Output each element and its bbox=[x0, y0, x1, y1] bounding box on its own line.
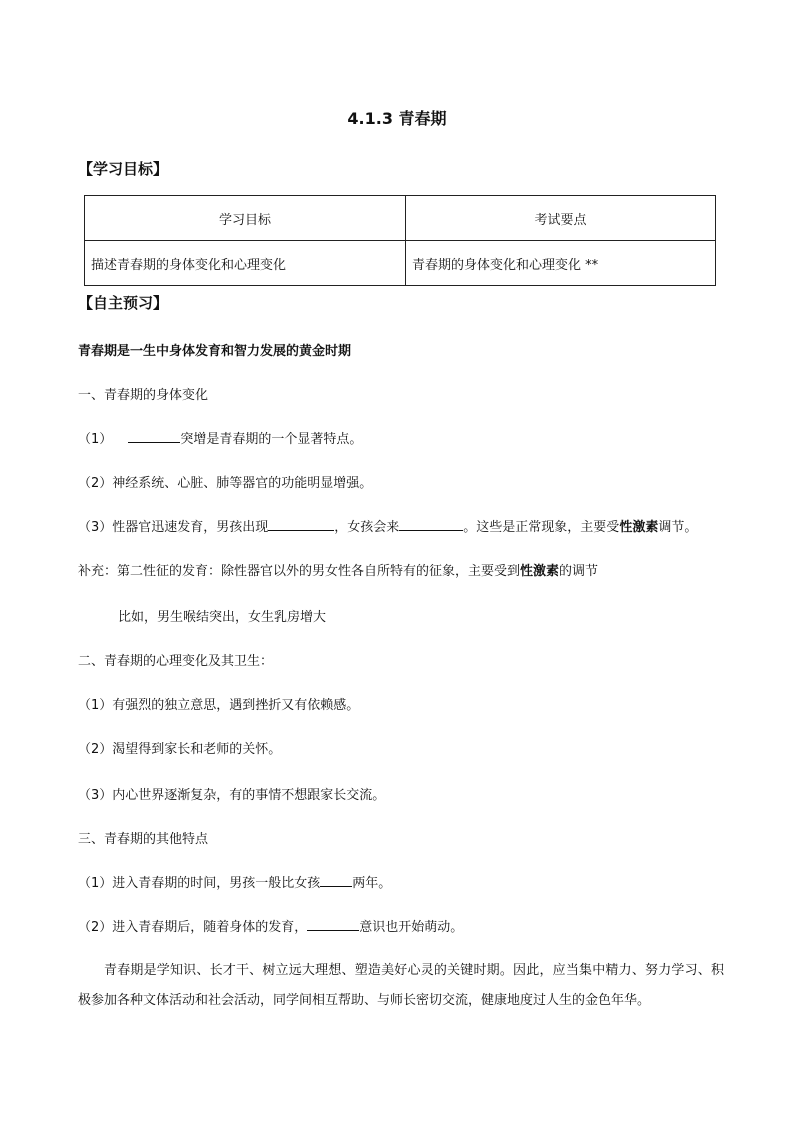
part1-title: 一、青春期的身体变化 bbox=[78, 388, 209, 403]
table-row bbox=[85, 241, 716, 286]
item-text: 意识也开始萌动。 bbox=[359, 920, 464, 935]
supplement-note bbox=[78, 560, 598, 579]
item-text: 两年。 bbox=[352, 876, 392, 891]
keyword-hormone: 性激素 bbox=[619, 520, 659, 535]
other-item-1 bbox=[78, 872, 391, 891]
fill-blank bbox=[268, 518, 334, 531]
part3-title: 三、青春期的其他特点 bbox=[78, 832, 209, 847]
item-text: 调节。 bbox=[658, 520, 698, 535]
fill-blank bbox=[320, 874, 352, 887]
physical-item-2: （2）神经系统、心脏、肺等器官的功能明显增强。 bbox=[78, 476, 373, 491]
physical-item-1 bbox=[78, 428, 362, 447]
mental-item-1: （1）有强烈的独立意思，遇到挫折又有依赖感。 bbox=[78, 698, 360, 713]
item-text: （3）性器官迅速发育，男孩出现 bbox=[78, 520, 269, 535]
section-heading-goals: 【学习目标】 bbox=[78, 160, 169, 178]
table-header-cell: 学习目标 bbox=[85, 196, 406, 241]
goals-table bbox=[84, 195, 716, 286]
page-title: 4.1.3 青春期 bbox=[347, 109, 447, 128]
table-cell: 描述青春期的身体变化和心理变化 bbox=[85, 241, 406, 286]
fill-blank bbox=[399, 518, 463, 531]
item-prefix: （1） bbox=[78, 432, 113, 447]
fill-blank bbox=[307, 918, 359, 931]
item-text: （1）进入青春期的时间，男孩一般比女孩 bbox=[78, 876, 321, 891]
item-text: 补充：第二性征的发育：除性器官以外的男女性各自所特有的征象，主要受到 bbox=[78, 564, 521, 579]
item-text: 的调节 bbox=[559, 564, 599, 579]
item-text: 。这些是正常现象，主要受 bbox=[463, 520, 620, 535]
table-header-row bbox=[85, 196, 716, 241]
keyword-hormone: 性激素 bbox=[520, 564, 560, 579]
other-item-2 bbox=[78, 916, 463, 935]
section-heading-preview: 【自主预习】 bbox=[78, 294, 169, 312]
table-cell: 青春期的身体变化和心理变化 ** bbox=[406, 241, 716, 286]
part2-title: 二、青春期的心理变化及其卫生： bbox=[78, 654, 274, 669]
item-text: （2）进入青春期后，随着身体的发育， bbox=[78, 920, 308, 935]
item-text: 突增是青春期的一个显著特点。 bbox=[180, 432, 363, 447]
mental-item-2: （2）渴望得到家长和老师的关怀。 bbox=[78, 742, 282, 757]
closing-paragraph: 青春期是学知识、长才干、树立远大理想、塑造美好心灵的关键时期。因此，应当集中精力、努力学习、积极参加各种文体活动和社会活动，同学间相互帮助、与师长密切交流，健康地度过人生的金色年华。 bbox=[78, 963, 724, 1008]
mental-item-3: （3）内心世界逐渐复杂，有的事情不想跟家长交流。 bbox=[78, 788, 386, 803]
table-header-cell: 考试要点 bbox=[406, 196, 716, 241]
lead-statement: 青春期是一生中身体发育和智力发展的黄金时期 bbox=[78, 344, 352, 359]
item-text: ，女孩会来 bbox=[334, 520, 400, 535]
fill-blank bbox=[128, 430, 180, 443]
physical-item-3 bbox=[78, 516, 697, 535]
example-note: 比如，男生喉结突出，女生乳房增大 bbox=[118, 610, 327, 625]
